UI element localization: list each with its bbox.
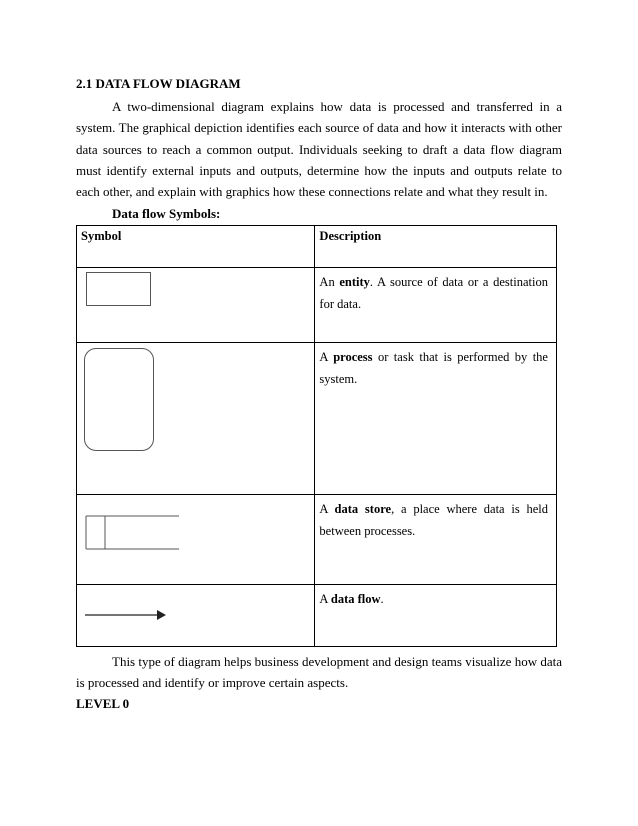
process-rounded-rectangle-icon (84, 348, 154, 451)
description-column-header: Description (315, 226, 557, 268)
description-cell: A data store, a place where data is held between processes. (315, 495, 557, 585)
symbol-cell (77, 585, 315, 647)
term-entity: entity (339, 275, 370, 289)
outro-text: This type of diagram helps business development and design teams visualize how data is processed and identify or improve certain aspects. (76, 654, 562, 691)
section-heading: 2.1 DATA FLOW DIAGRAM (76, 76, 241, 91)
entity-rectangle-icon (86, 272, 151, 306)
table-row (77, 268, 557, 343)
data-store-open-rectangle-icon (85, 515, 180, 551)
intro-paragraph (76, 96, 562, 202)
outro-paragraph (76, 651, 562, 694)
term-data-flow: data flow (330, 592, 381, 606)
symbol-cell (77, 343, 315, 495)
symbol-cell (77, 268, 315, 343)
description-cell: A data flow. (315, 585, 557, 647)
symbol-column-header: Symbol (77, 226, 315, 268)
description-cell: An entity. A source of data or a destination for data. (315, 268, 557, 343)
level-heading: LEVEL 0 (76, 696, 130, 711)
intro-text: A two-dimensional diagram explains how data is processed and transferred in a system. The graphical depiction identifies each source of data and how it interacts with other data sources to reach a common output. Individuals seeking to draft a data flow diagram must identify external inputs and outputs, determine how the inputs and outputs relate to each other, and explain with graphics how these connections relate and what they result in. (76, 99, 562, 200)
symbol-cell (77, 495, 315, 585)
table-row (77, 495, 557, 585)
table-row (77, 585, 557, 647)
description-cell: A process or task that is performed by the system. (315, 343, 557, 495)
table-row (77, 343, 557, 495)
term-process: process (333, 350, 373, 364)
symbols-heading: Data flow Symbols: (112, 206, 221, 221)
table-header-row (77, 226, 557, 268)
symbols-table (76, 225, 557, 647)
term-data-store: data store (334, 502, 392, 516)
data-flow-arrow-icon (85, 609, 167, 621)
